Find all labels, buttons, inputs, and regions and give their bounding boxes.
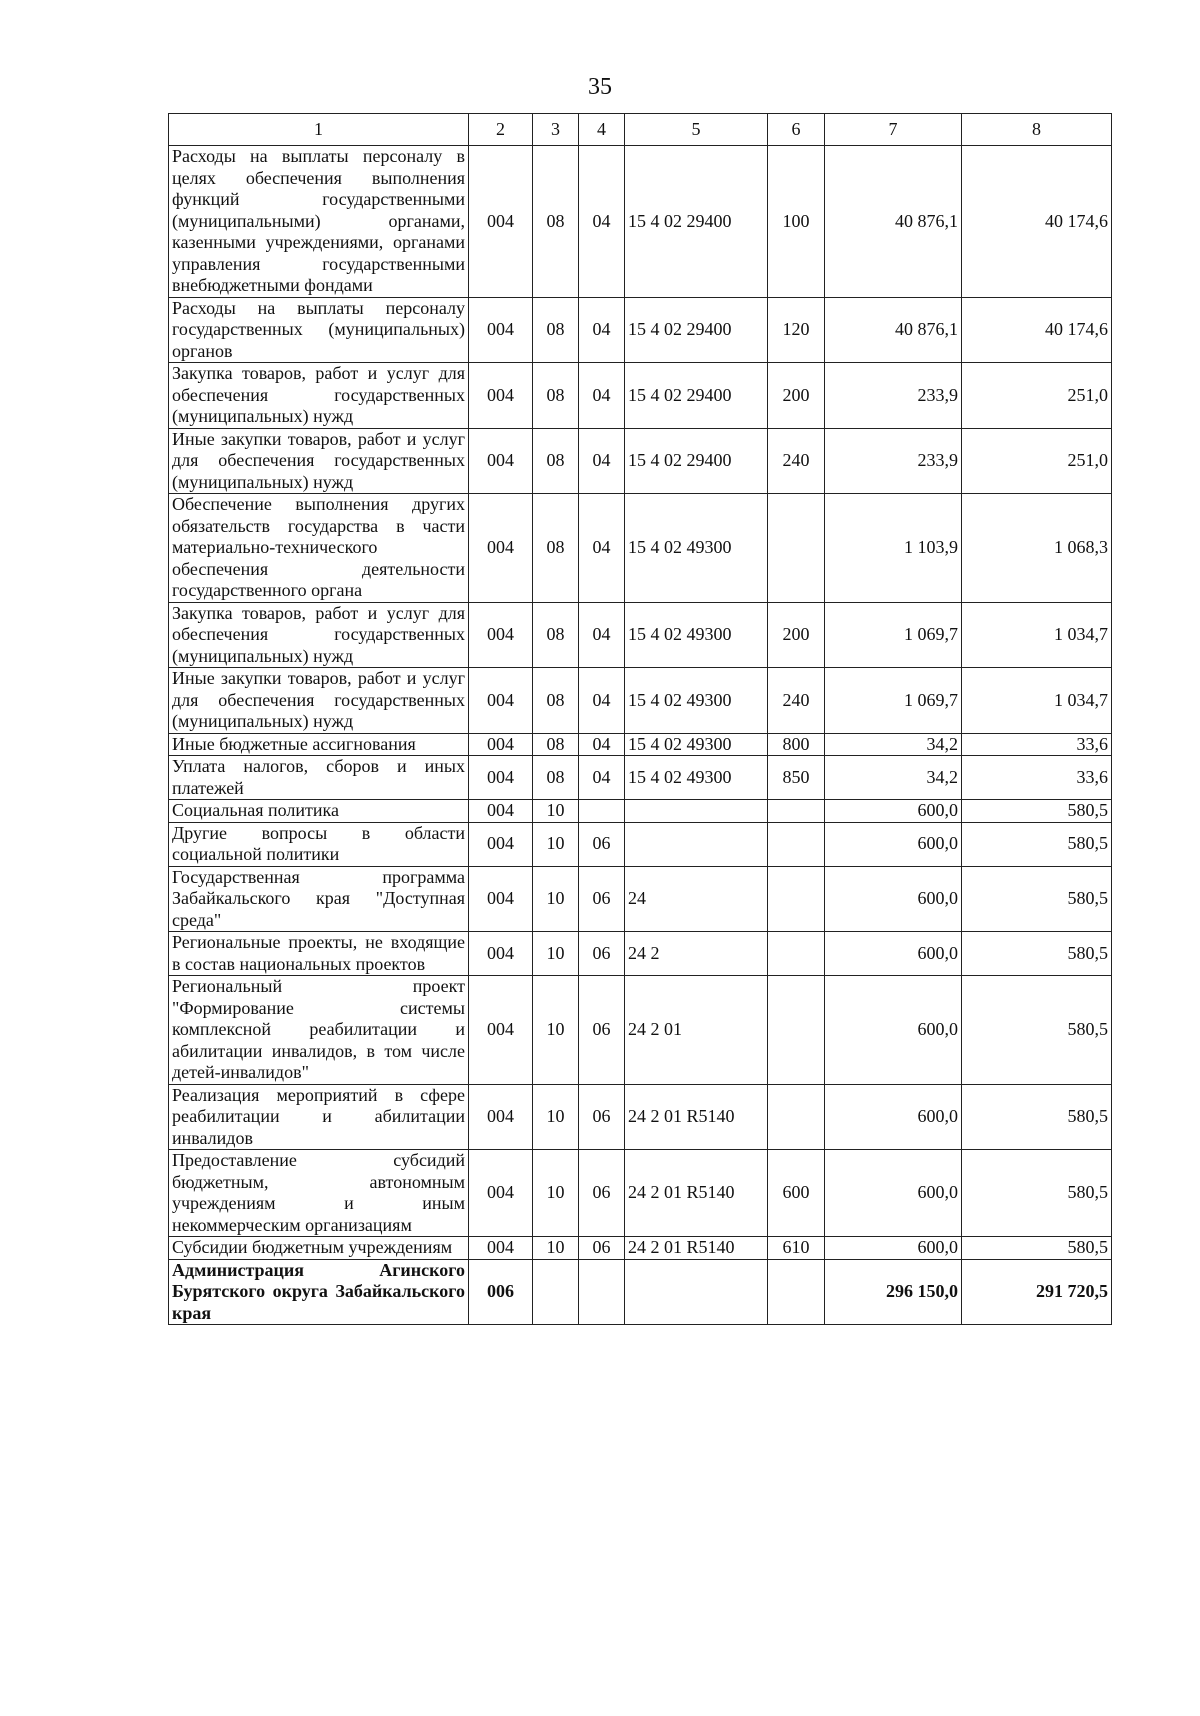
cell-col7: 600,0 bbox=[825, 800, 962, 823]
table-row bbox=[169, 932, 1112, 976]
cell-col3: 10 bbox=[533, 800, 579, 823]
cell-col5: 15 4 02 49300 bbox=[625, 602, 768, 668]
cell-col3: 08 bbox=[533, 756, 579, 800]
cell-col3: 08 bbox=[533, 297, 579, 363]
cell-col5: 24 2 01 R5140 bbox=[625, 1237, 768, 1260]
table-row bbox=[169, 668, 1112, 734]
cell-col3: 10 bbox=[533, 1084, 579, 1150]
cell-col3: 10 bbox=[533, 1150, 579, 1237]
table-row bbox=[169, 146, 1112, 298]
cell-col5: 15 4 02 49300 bbox=[625, 494, 768, 603]
cell-col4: 04 bbox=[579, 733, 625, 756]
col-header-8: 8 bbox=[962, 114, 1112, 146]
cell-col6 bbox=[768, 1259, 825, 1325]
cell-col7: 1 069,7 bbox=[825, 668, 962, 734]
cell-col4: 06 bbox=[579, 932, 625, 976]
cell-col4: 04 bbox=[579, 363, 625, 429]
table-row bbox=[169, 494, 1112, 603]
cell-col6: 800 bbox=[768, 733, 825, 756]
row-name: Государственная программа Забайкальского края "Доступная среда" bbox=[169, 866, 469, 932]
row-name: Иные закупки товаров, работ и услуг для обеспечения государственных (муниципальных) нужд bbox=[169, 428, 469, 494]
row-name: Другие вопросы в области социальной политики bbox=[169, 822, 469, 866]
cell-col4 bbox=[579, 800, 625, 823]
row-name: Субсидии бюджетным учреждениям bbox=[169, 1237, 469, 1260]
cell-col7: 34,2 bbox=[825, 756, 962, 800]
cell-col8: 291 720,5 bbox=[962, 1259, 1112, 1325]
cell-col2: 004 bbox=[469, 932, 533, 976]
cell-col4: 04 bbox=[579, 297, 625, 363]
row-name: Иные закупки товаров, работ и услуг для обеспечения государственных (муниципальных) нужд bbox=[169, 668, 469, 734]
cell-col4: 06 bbox=[579, 1237, 625, 1260]
cell-col2: 004 bbox=[469, 602, 533, 668]
cell-col6: 610 bbox=[768, 1237, 825, 1260]
table-row bbox=[169, 756, 1112, 800]
cell-col7: 34,2 bbox=[825, 733, 962, 756]
cell-col2: 004 bbox=[469, 428, 533, 494]
cell-col3: 10 bbox=[533, 866, 579, 932]
cell-col6: 200 bbox=[768, 602, 825, 668]
cell-col3: 10 bbox=[533, 1237, 579, 1260]
cell-col4: 04 bbox=[579, 756, 625, 800]
table-row bbox=[169, 1150, 1112, 1237]
page-number: 35 bbox=[588, 74, 612, 100]
cell-col5: 24 2 01 R5140 bbox=[625, 1150, 768, 1237]
table-row-total bbox=[169, 1259, 1112, 1325]
cell-col3: 08 bbox=[533, 602, 579, 668]
cell-col4: 06 bbox=[579, 822, 625, 866]
table-row bbox=[169, 428, 1112, 494]
table-row bbox=[169, 976, 1112, 1085]
row-name: Социальная политика bbox=[169, 800, 469, 823]
cell-col6: 850 bbox=[768, 756, 825, 800]
cell-col8: 580,5 bbox=[962, 822, 1112, 866]
col-header-1: 1 bbox=[169, 114, 469, 146]
cell-col3 bbox=[533, 1259, 579, 1325]
cell-col8: 580,5 bbox=[962, 1150, 1112, 1237]
row-name: Закупка товаров, работ и услуг для обеспечения государственных (муниципальных) нужд bbox=[169, 602, 469, 668]
cell-col6 bbox=[768, 1084, 825, 1150]
budget-table bbox=[168, 113, 1112, 1325]
cell-col2: 004 bbox=[469, 494, 533, 603]
cell-col3: 08 bbox=[533, 363, 579, 429]
cell-col2: 004 bbox=[469, 146, 533, 298]
cell-col7: 1 069,7 bbox=[825, 602, 962, 668]
cell-col2: 004 bbox=[469, 976, 533, 1085]
cell-col6: 600 bbox=[768, 1150, 825, 1237]
col-header-2: 2 bbox=[469, 114, 533, 146]
cell-col6: 240 bbox=[768, 428, 825, 494]
table-row bbox=[169, 800, 1112, 823]
cell-col5: 24 bbox=[625, 866, 768, 932]
cell-col6: 200 bbox=[768, 363, 825, 429]
cell-col2: 004 bbox=[469, 800, 533, 823]
cell-col6 bbox=[768, 976, 825, 1085]
cell-col3: 08 bbox=[533, 733, 579, 756]
cell-col5: 15 4 02 29400 bbox=[625, 146, 768, 298]
row-name: Иные бюджетные ассигнования bbox=[169, 733, 469, 756]
cell-col5: 15 4 02 29400 bbox=[625, 363, 768, 429]
cell-col8: 251,0 bbox=[962, 428, 1112, 494]
cell-col7: 600,0 bbox=[825, 822, 962, 866]
row-name: Региональные проекты, не входящие в состав национальных проектов bbox=[169, 932, 469, 976]
cell-col5: 15 4 02 49300 bbox=[625, 756, 768, 800]
cell-col2: 004 bbox=[469, 1237, 533, 1260]
row-name: Расходы на выплаты персоналу государственных (муниципальных) органов bbox=[169, 297, 469, 363]
cell-col6: 120 bbox=[768, 297, 825, 363]
cell-col7: 600,0 bbox=[825, 1237, 962, 1260]
col-header-4: 4 bbox=[579, 114, 625, 146]
row-name: Закупка товаров, работ и услуг для обеспечения государственных (муниципальных) нужд bbox=[169, 363, 469, 429]
row-name: Реализация мероприятий в сфере реабилитации и абилитации инвалидов bbox=[169, 1084, 469, 1150]
cell-col5: 24 2 bbox=[625, 932, 768, 976]
cell-col5: 15 4 02 29400 bbox=[625, 297, 768, 363]
cell-col8: 33,6 bbox=[962, 733, 1112, 756]
col-header-5: 5 bbox=[625, 114, 768, 146]
cell-col2: 004 bbox=[469, 733, 533, 756]
cell-col7: 296 150,0 bbox=[825, 1259, 962, 1325]
cell-col4: 04 bbox=[579, 428, 625, 494]
cell-col5 bbox=[625, 800, 768, 823]
table-row bbox=[169, 602, 1112, 668]
cell-col6: 100 bbox=[768, 146, 825, 298]
cell-col7: 600,0 bbox=[825, 866, 962, 932]
cell-col3: 10 bbox=[533, 976, 579, 1085]
cell-col4: 06 bbox=[579, 976, 625, 1085]
cell-col7: 600,0 bbox=[825, 976, 962, 1085]
col-header-6: 6 bbox=[768, 114, 825, 146]
cell-col6 bbox=[768, 932, 825, 976]
cell-col2: 006 bbox=[469, 1259, 533, 1325]
row-name: Предоставление субсидий бюджетным, автономным учреждениям и иным некоммерческим организациям bbox=[169, 1150, 469, 1237]
cell-col7: 233,9 bbox=[825, 363, 962, 429]
cell-col6 bbox=[768, 822, 825, 866]
cell-col3: 08 bbox=[533, 428, 579, 494]
cell-col4: 06 bbox=[579, 866, 625, 932]
row-name: Обеспечение выполнения других обязательств государства в части материально-технического обеспечения деятельности государственного органа bbox=[169, 494, 469, 603]
cell-col7: 40 876,1 bbox=[825, 146, 962, 298]
cell-col4: 04 bbox=[579, 668, 625, 734]
cell-col8: 580,5 bbox=[962, 866, 1112, 932]
cell-col8: 580,5 bbox=[962, 1237, 1112, 1260]
cell-col4: 06 bbox=[579, 1150, 625, 1237]
cell-col6: 240 bbox=[768, 668, 825, 734]
cell-col4: 04 bbox=[579, 494, 625, 603]
cell-col2: 004 bbox=[469, 668, 533, 734]
cell-col5 bbox=[625, 822, 768, 866]
cell-col7: 1 103,9 bbox=[825, 494, 962, 603]
row-name: Региональный проект "Формирование системы комплексной реабилитации и абилитации инвалидов, в том числе детей-инвалидов" bbox=[169, 976, 469, 1085]
cell-col3: 08 bbox=[533, 668, 579, 734]
cell-col2: 004 bbox=[469, 363, 533, 429]
cell-col7: 600,0 bbox=[825, 932, 962, 976]
cell-col8: 580,5 bbox=[962, 800, 1112, 823]
cell-col2: 004 bbox=[469, 1084, 533, 1150]
cell-col8: 40 174,6 bbox=[962, 146, 1112, 298]
cell-col8: 1 068,3 bbox=[962, 494, 1112, 603]
cell-col2: 004 bbox=[469, 297, 533, 363]
table-row bbox=[169, 866, 1112, 932]
cell-col4 bbox=[579, 1259, 625, 1325]
cell-col8: 580,5 bbox=[962, 976, 1112, 1085]
cell-col5: 15 4 02 29400 bbox=[625, 428, 768, 494]
table-row bbox=[169, 1237, 1112, 1260]
cell-col8: 33,6 bbox=[962, 756, 1112, 800]
cell-col3: 08 bbox=[533, 494, 579, 603]
table-row bbox=[169, 733, 1112, 756]
cell-col6 bbox=[768, 494, 825, 603]
cell-col8: 580,5 bbox=[962, 932, 1112, 976]
cell-col4: 04 bbox=[579, 146, 625, 298]
col-header-7: 7 bbox=[825, 114, 962, 146]
cell-col4: 06 bbox=[579, 1084, 625, 1150]
row-name: Уплата налогов, сборов и иных платежей bbox=[169, 756, 469, 800]
cell-col4: 04 bbox=[579, 602, 625, 668]
cell-col2: 004 bbox=[469, 822, 533, 866]
table-row bbox=[169, 297, 1112, 363]
table-row bbox=[169, 1084, 1112, 1150]
cell-col8: 580,5 bbox=[962, 1084, 1112, 1150]
row-name: Администрация Агинского Бурятского округа Забайкальского края bbox=[169, 1259, 469, 1325]
cell-col3: 08 bbox=[533, 146, 579, 298]
cell-col7: 40 876,1 bbox=[825, 297, 962, 363]
cell-col3: 10 bbox=[533, 932, 579, 976]
cell-col5: 15 4 02 49300 bbox=[625, 668, 768, 734]
cell-col5: 24 2 01 R5140 bbox=[625, 1084, 768, 1150]
col-header-3: 3 bbox=[533, 114, 579, 146]
cell-col8: 1 034,7 bbox=[962, 668, 1112, 734]
table-row bbox=[169, 363, 1112, 429]
cell-col2: 004 bbox=[469, 866, 533, 932]
cell-col8: 1 034,7 bbox=[962, 602, 1112, 668]
row-name: Расходы на выплаты персоналу в целях обеспечения выполнения функций государственными (муниципальными) органами, казенными учреждениями, органами управления государственными внебюджетными фондами bbox=[169, 146, 469, 298]
cell-col8: 251,0 bbox=[962, 363, 1112, 429]
cell-col7: 233,9 bbox=[825, 428, 962, 494]
cell-col5: 24 2 01 bbox=[625, 976, 768, 1085]
header-row bbox=[169, 114, 1112, 146]
cell-col3: 10 bbox=[533, 822, 579, 866]
cell-col7: 600,0 bbox=[825, 1084, 962, 1150]
cell-col8: 40 174,6 bbox=[962, 297, 1112, 363]
cell-col7: 600,0 bbox=[825, 1150, 962, 1237]
cell-col6 bbox=[768, 800, 825, 823]
table-row bbox=[169, 822, 1112, 866]
cell-col5: 15 4 02 49300 bbox=[625, 733, 768, 756]
cell-col6 bbox=[768, 866, 825, 932]
cell-col2: 004 bbox=[469, 756, 533, 800]
cell-col5 bbox=[625, 1259, 768, 1325]
cell-col2: 004 bbox=[469, 1150, 533, 1237]
